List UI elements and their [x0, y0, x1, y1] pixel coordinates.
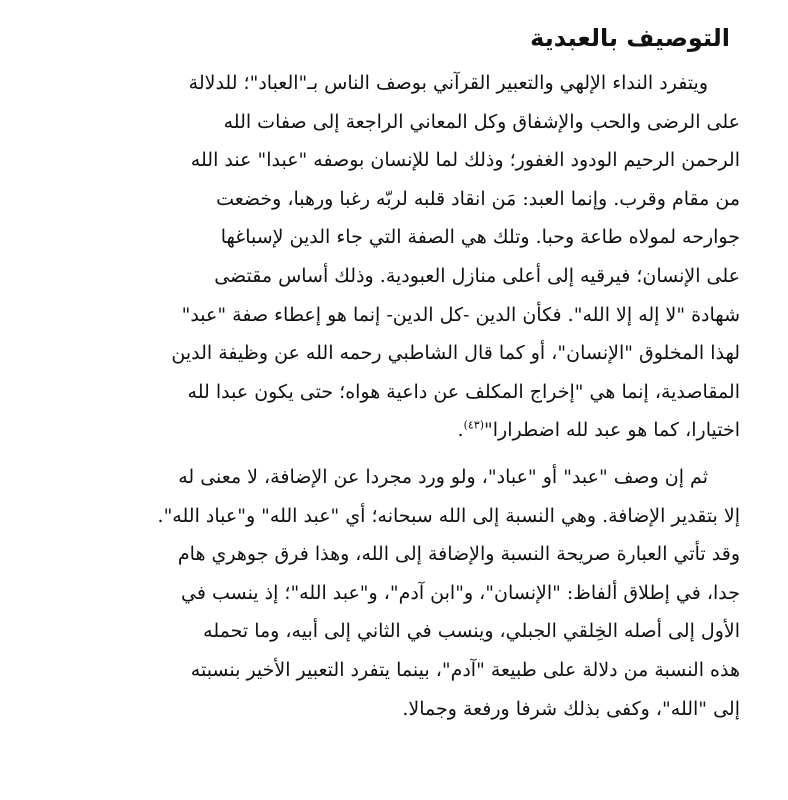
- sentence-end: .: [457, 419, 464, 442]
- paragraph-line: الرحمن الرحيم الودود الغفور؛ وذلك لما للإنسان بوصفه "عبدا" عند الله: [190, 149, 740, 172]
- paragraph-line: الأول إلى أصله الخِلقي الجبلي، وينسب في الثاني إلى أبيه، وما تحمله: [203, 620, 740, 643]
- paragraph-line: على الرضى والحب والإشفاق وكل المعاني الراجعة إلى صفات الله: [223, 110, 740, 133]
- section-heading: التوصيف بالعبدية: [530, 24, 730, 52]
- paragraph-line: من مقام وقرب. وإنما العبد: مَن انقاد قلبه لربّه رغبا ورهبا، وخضعت: [216, 187, 740, 210]
- paragraph-2: [48, 458, 740, 728]
- footnote-marker[interactable]: (٤٣): [463, 419, 485, 433]
- paragraph-line: جدا، في إطلاق ألفاظ: "الإنسان"، و"ابن آدم"، و"عبد الله"؛ إذ ينسب في: [181, 581, 740, 604]
- paragraph-line: شهادة "لا إله إلا الله". فكأن الدين -كل الدين- إنما هو إعطاء صفة "عبد": [181, 303, 740, 326]
- paragraph-line: إلى "الله"، وكفى بذلك شرفا ورفعة وجمالا.: [402, 697, 740, 720]
- paragraph-line: وقد تأتي العبارة صريحة النسبة والإضافة إلى الله، وهذا فرق جوهري هام: [177, 543, 740, 566]
- paragraph-line: إلا بتقدير الإضافة. وهي النسبة إلى الله سبحانه؛ أي "عبد الله" و"عباد الله".: [157, 504, 740, 527]
- document-page: [48, 18, 740, 728]
- paragraph-1: [48, 64, 740, 450]
- paragraph-line-last: [48, 411, 740, 450]
- paragraph-line: هذه النسبة من دلالة على طبيعة "آدم"، بينما يتفرد التعبير الأخير بنسبته: [190, 658, 740, 681]
- paragraph-line: ويتفرد النداء الإلهي والتعبير القرآني بوصف الناس بـ"العباد"؛ للدلالة: [188, 72, 708, 94]
- paragraph-line: على الإنسان؛ فيرقيه إلى أعلى منازل العبودية. وذلك أساس مقتضى: [214, 264, 740, 287]
- paragraph-line: لهذا المخلوق "الإنسان"، أو كما قال الشاطبي رحمه الله عن وظيفة الدين: [171, 342, 740, 365]
- paragraph-line: جوارحه لمولاه طاعة وحبا. وتلك هي الصفة التي جاء الدين لإسباغها: [220, 226, 740, 249]
- paragraph-line: ثم إن وصف "عبد" أو "عباد"، ولو ورد مجردا عن الإضافة، لا معنى له: [178, 465, 708, 488]
- paragraph-line: المقاصدية، إنما هي "إخراج المكلف عن داعية هواه؛ حتى يكون عبدا لله: [187, 380, 740, 403]
- paragraph-line-text: اختيارا، كما هو عبد لله اضطرارا": [484, 419, 740, 442]
